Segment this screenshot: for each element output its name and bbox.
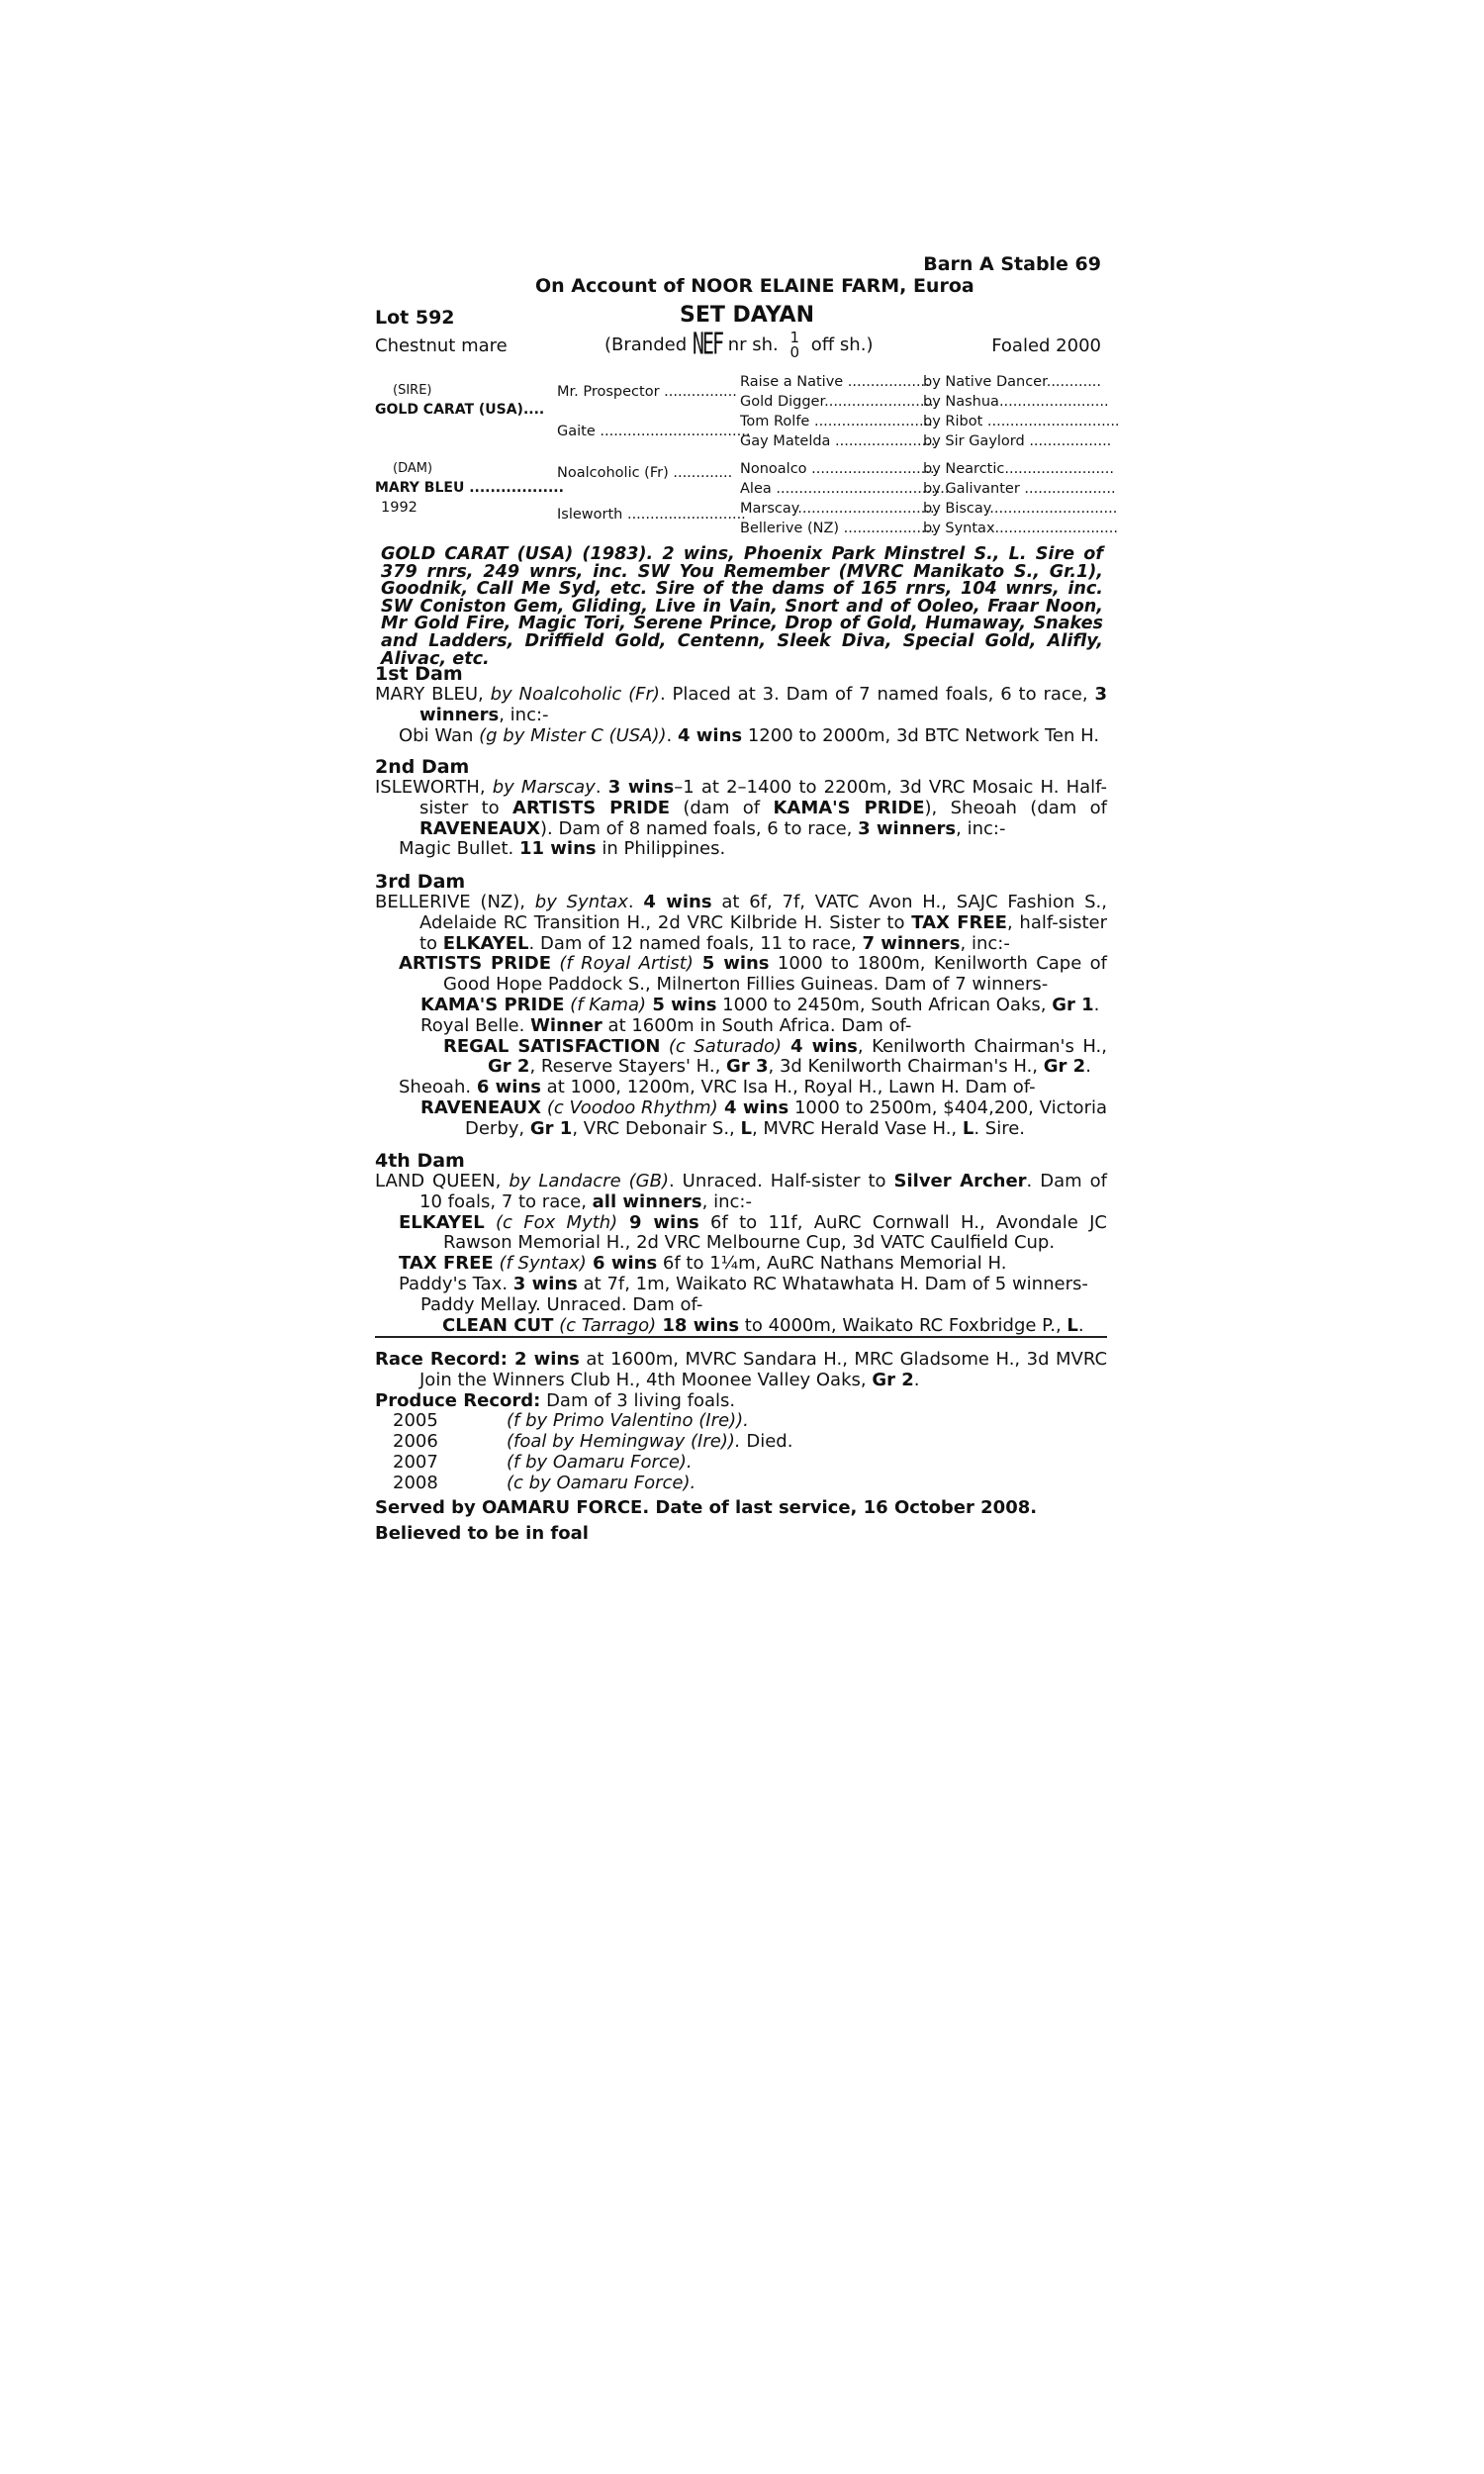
text: Died. — [740, 1431, 793, 1453]
text: Royal Belle. — [420, 1014, 531, 1036]
text: ). Dam of 8 named foals, 6 to race, — [540, 817, 859, 839]
third-dam-section — [375, 871, 1107, 1140]
text: 4 wins — [782, 1035, 858, 1057]
text: (foal by Hemingway (Ire)). — [507, 1431, 741, 1453]
gg-4: Nonoalco ............................ — [740, 461, 940, 477]
fourth-dam-section — [375, 1150, 1107, 1336]
text: , inc:- — [701, 1190, 752, 1212]
text: 6 wins — [586, 1253, 658, 1275]
text: RAVENEAUX — [419, 817, 541, 839]
first-dam-entry — [375, 685, 1107, 726]
sire-tag: (SIRE) — [393, 383, 432, 398]
text: at 6f, 7f, VATC Avon H., SAJC Fashion S., Adelaide RC Transition H., 2d VRC Kilbride H. Sister to — [419, 892, 1107, 933]
progeny-clean-cut — [375, 1316, 1107, 1337]
text: Paddy Mellay. Unraced. Dam of- — [420, 1293, 703, 1315]
text: , half-sister to — [419, 911, 1107, 954]
foaled-year: Foaled 2000 — [991, 335, 1101, 356]
text: (f Royal Artist) — [551, 953, 694, 975]
text: Gr 1 — [1052, 994, 1094, 1015]
text: (c Voodoo Rhythm) — [541, 1096, 718, 1118]
gg-6: Marscay............................... — [740, 501, 940, 517]
barn-stable: Barn A Stable 69 — [923, 253, 1101, 275]
text: 1000 to 2450m, South African Oaks, — [716, 994, 1053, 1015]
brand-line — [604, 325, 874, 361]
progeny-magic-bullet — [375, 839, 1107, 860]
text: to 4000m, Waikato RC Foxbridge P., — [739, 1314, 1067, 1336]
text: ELKAYEL — [399, 1211, 485, 1233]
horse-sex-colour: Chestnut mare — [375, 335, 508, 356]
text: –1 at 2–1400 to 2200m, 3d VRC Mosaic H. Half-sister to — [419, 777, 1107, 818]
text: Gr 3 — [726, 1056, 769, 1078]
text: CLEAN CUT — [442, 1314, 554, 1336]
text: Gr 2 — [1043, 1056, 1086, 1078]
dam-year: 1992 — [381, 500, 417, 516]
text: at 1600m in South Africa. Dam of- — [602, 1014, 912, 1036]
lot-number: Lot 592 — [375, 307, 455, 329]
text: (f by Oamaru Force). — [507, 1451, 693, 1473]
text: 7 winners — [862, 932, 961, 954]
text: 2006 — [393, 1431, 438, 1453]
text: at 1000, 1200m, VRC Isa H., Royal H., Lawn H. Dam of- — [540, 1077, 1036, 1098]
vendor-account: On Account of NOOR ELAINE FARM, Euroa — [535, 275, 974, 297]
text: L — [740, 1117, 752, 1139]
dam-tag: (DAM) — [393, 461, 433, 476]
text: (g by Mister C (USA)) — [479, 724, 667, 746]
progeny-royal-belle — [375, 1016, 1107, 1037]
text: in Philippines. — [596, 838, 726, 860]
text: , inc:- — [960, 932, 1010, 954]
text: by Marscay — [492, 777, 596, 798]
text: 11 wins — [518, 838, 597, 860]
by-2: by Ribot ............................. — [923, 414, 1120, 429]
text: Race Record: — [375, 1349, 515, 1370]
records-section — [375, 1350, 1107, 1545]
text: LAND QUEEN, — [375, 1171, 510, 1191]
progeny-obi-wan — [375, 726, 1107, 747]
second-dam-section — [375, 756, 1107, 860]
text: 2 wins — [514, 1349, 580, 1370]
text: (f Kama) — [564, 994, 647, 1015]
text: , MVRC Herald Vase H., — [751, 1117, 963, 1139]
gg-5: Alea ...................................... — [740, 481, 950, 497]
brand-fraction-bottom: 0 — [789, 343, 800, 361]
brand-mark: NEF — [692, 325, 722, 361]
text: (dam of — [670, 797, 774, 818]
by-4: by Nearctic........................ — [923, 461, 1114, 477]
by-6: by Biscay............................ — [923, 501, 1118, 517]
progeny-raveneaux — [375, 1098, 1107, 1140]
text: 18 wins — [656, 1314, 740, 1336]
text: . Unraced. Half-sister to — [668, 1171, 894, 1191]
progeny-elkayel — [375, 1213, 1107, 1255]
brand-fraction-top: 1 — [789, 329, 800, 346]
gg-0: Raise a Native .................. — [740, 374, 930, 390]
text: at 1600m, MVRC Sandara H., MRC Gladsome H., 3d MVRC Join the Winners Club H., 4th Moonee Valley Oaks, — [419, 1349, 1108, 1390]
gg-3: Gay Matelda ...................... — [740, 433, 936, 449]
text: . Sire. — [974, 1117, 1026, 1139]
text: Sheoah. — [399, 1077, 477, 1098]
text: (c Tarrago) — [553, 1314, 657, 1336]
text: . — [666, 724, 678, 746]
gg-7: Bellerive (NZ) .................... — [740, 521, 935, 536]
fourth-dam-title: 4th Dam — [375, 1150, 465, 1172]
progeny-regal-satisfaction — [375, 1037, 1107, 1079]
section-divider — [375, 1336, 1107, 1338]
brand-suffix: off sh.) — [810, 334, 874, 355]
text: KAMA'S PRIDE — [773, 797, 925, 818]
text: ARTISTS PRIDE — [512, 797, 671, 818]
text: , 3d Kenilworth Chairman's H., — [768, 1056, 1044, 1078]
text: (c by Oamaru Force). — [507, 1472, 696, 1493]
progeny-paddy-mellay — [375, 1295, 1107, 1316]
text: Gr 2 — [488, 1056, 530, 1078]
text: 2008 — [393, 1472, 438, 1493]
text: by Syntax — [534, 892, 628, 912]
text: . — [913, 1369, 920, 1390]
text: (c Fox Myth) — [484, 1211, 618, 1233]
dam-name: MARY BLEU .................. — [375, 480, 564, 496]
produce-row — [375, 1474, 1107, 1494]
text: Dam of 3 living foals. — [540, 1389, 736, 1411]
text: L — [962, 1117, 974, 1139]
text: . — [1085, 1056, 1091, 1078]
progeny-paddys-tax — [375, 1275, 1107, 1295]
text: 9 wins — [617, 1211, 699, 1233]
text: (c Saturado) — [660, 1035, 783, 1057]
text: 5 wins — [693, 953, 770, 975]
text: , VRC Debonair S., — [572, 1117, 741, 1139]
progeny-sheoah — [375, 1078, 1107, 1098]
text: (f by Primo Valentino (Ire)). — [507, 1410, 749, 1432]
by-0: by Native Dancer............ — [923, 374, 1102, 390]
brand-fraction — [790, 331, 800, 360]
by-7: by Syntax........................... — [923, 521, 1118, 536]
brand-mid: nr sh. — [727, 334, 779, 355]
text: Silver Archer — [893, 1171, 1027, 1191]
text: . — [627, 892, 644, 912]
service-details: Served by OAMARU FORCE. Date of last service, 16 October 2008. — [375, 1496, 1038, 1518]
produce-record — [375, 1391, 1107, 1412]
text: , inc:- — [499, 704, 549, 725]
text: 6f to 1¼m, AuRC Nathans Memorial H. — [657, 1253, 1007, 1275]
text: RAVENEAUX — [420, 1096, 542, 1118]
text: Gr 2 — [872, 1369, 914, 1390]
text: 3 wins — [607, 777, 675, 798]
text: , Reserve Stayers' H., — [529, 1056, 727, 1078]
text: 1200 to 2000m, 3d BTC Network Ten H. — [742, 724, 1100, 746]
sire-dam: Gaite ................................. — [557, 424, 751, 439]
text: 4 wins — [643, 892, 712, 912]
third-dam-title: 3rd Dam — [375, 871, 466, 893]
gg-1: Gold Digger......................... — [740, 394, 939, 410]
sire-name: GOLD CARAT (USA).... — [375, 402, 545, 418]
text: (f Syntax) — [493, 1253, 587, 1275]
text: by Landacre (GB) — [509, 1171, 669, 1191]
horse-name: SET DAYAN — [680, 303, 814, 328]
text: REGAL SATISFACTION — [443, 1035, 661, 1057]
text: by Noalcoholic (Fr) — [490, 684, 660, 705]
text: 4 wins — [717, 1096, 789, 1118]
text: ARTISTS PRIDE — [399, 953, 552, 975]
produce-row — [375, 1411, 1107, 1432]
by-3: by Sir Gaylord .................. — [923, 433, 1112, 449]
foal-status: Believed to be in foal — [375, 1523, 589, 1545]
progeny-kamas-pride — [375, 996, 1107, 1016]
text: at 7f, 1m, Waikato RC Whatawhata H. Dam of 5 winners- — [577, 1273, 1088, 1294]
text: Paddy's Tax. — [399, 1273, 513, 1294]
text: 4 wins — [677, 724, 743, 746]
text: ), Sheoah (dam of — [924, 797, 1108, 818]
text: . Dam of 12 named foals, 11 to race, — [528, 932, 863, 954]
text: 3 wins — [512, 1273, 578, 1294]
text: L — [1067, 1314, 1078, 1336]
text: . — [595, 777, 608, 798]
first-dam-title: 1st Dam — [375, 663, 463, 685]
text: . — [1093, 994, 1100, 1015]
text: Produce Record: — [375, 1389, 541, 1411]
fourth-dam-entry — [375, 1172, 1107, 1213]
brand-prefix: (Branded — [604, 334, 688, 355]
text: BELLERIVE (NZ), — [375, 892, 535, 912]
text: Winner — [530, 1014, 603, 1036]
text: , Kenilworth Chairman's H., — [857, 1035, 1107, 1057]
text: , inc:- — [956, 817, 1006, 839]
text: . Placed at 3. Dam of 7 named foals, 6 to race, — [659, 684, 1095, 705]
text: 1000 to 1800m, Kenilworth Cape of Good Hope Paddock S., Milnerton Fillies Guineas. Dam of 7 winners- — [443, 953, 1107, 996]
progeny-artists-pride — [375, 954, 1107, 996]
dam-dam: Isleworth .......................... — [557, 507, 746, 523]
text: Obi Wan — [399, 724, 480, 746]
text: ISLEWORTH, — [375, 777, 493, 798]
produce-row — [375, 1432, 1107, 1453]
text: 3 winners — [858, 817, 957, 839]
text: MARY BLEU, — [375, 684, 491, 705]
text: TAX FREE — [399, 1253, 494, 1275]
text: KAMA'S PRIDE — [420, 994, 565, 1015]
text: 2005 — [393, 1410, 438, 1432]
text: 5 wins — [646, 994, 717, 1015]
race-record — [375, 1350, 1107, 1391]
first-dam-section — [375, 663, 1107, 746]
text: Magic Bullet. — [399, 838, 519, 860]
by-5: by Galivanter .................... — [923, 481, 1116, 497]
sire-summary: GOLD CARAT (USA) (1983). 2 wins, Phoenix Park Minstrel S., L. Sire of 379 rnrs, 249 wnrs, inc. SW You Remember (MVRC Manikato S., Gr.1), Goodnik, Call Me Syd, etc. Sire of the dams of 165 rnrs, 104 wnrs, inc. SW Coniston Gem, Gliding, Live in Vain, Snort and of Ooleo, Fraar Noon, Mr Gold Fire, Magic Tori, Serene Prince, Drop of Gold, Humaway, Snakes and Ladders, Driffield Gold, Centenn, Sleek Diva, Special Gold, Alifly, Alivac, etc. — [381, 544, 1103, 669]
produce-row — [375, 1453, 1107, 1474]
progeny-tax-free — [375, 1254, 1107, 1275]
text: 2007 — [393, 1451, 438, 1473]
text: 1000 to 2500m, $404,200, Victoria Derby, — [465, 1096, 1108, 1139]
text: 3 winners — [419, 684, 1107, 725]
text: 6f to 11f, AuRC Cornwall H., Avondale JC Rawson Memorial H., 2d VRC Melbourne Cup, 3d VATC Caulfield Cup. — [443, 1211, 1108, 1254]
text: 6 wins — [476, 1077, 541, 1098]
text: ELKAYEL — [442, 932, 529, 954]
gg-2: Tom Rolfe .......................... — [740, 414, 933, 429]
text: . — [1077, 1314, 1084, 1336]
text: Gr 1 — [529, 1117, 573, 1139]
second-dam-title: 2nd Dam — [375, 756, 470, 778]
third-dam-entry — [375, 893, 1107, 954]
text: all winners — [592, 1190, 702, 1212]
second-dam-entry — [375, 778, 1107, 839]
sire-sire: Mr. Prospector ................ — [557, 384, 737, 400]
by-1: by Nashua........................ — [923, 394, 1109, 410]
text: TAX FREE — [911, 911, 1007, 933]
text: . Dam of 10 foals, 7 to race, — [419, 1171, 1107, 1212]
dam-sire: Noalcoholic (Fr) ............. — [557, 465, 733, 481]
